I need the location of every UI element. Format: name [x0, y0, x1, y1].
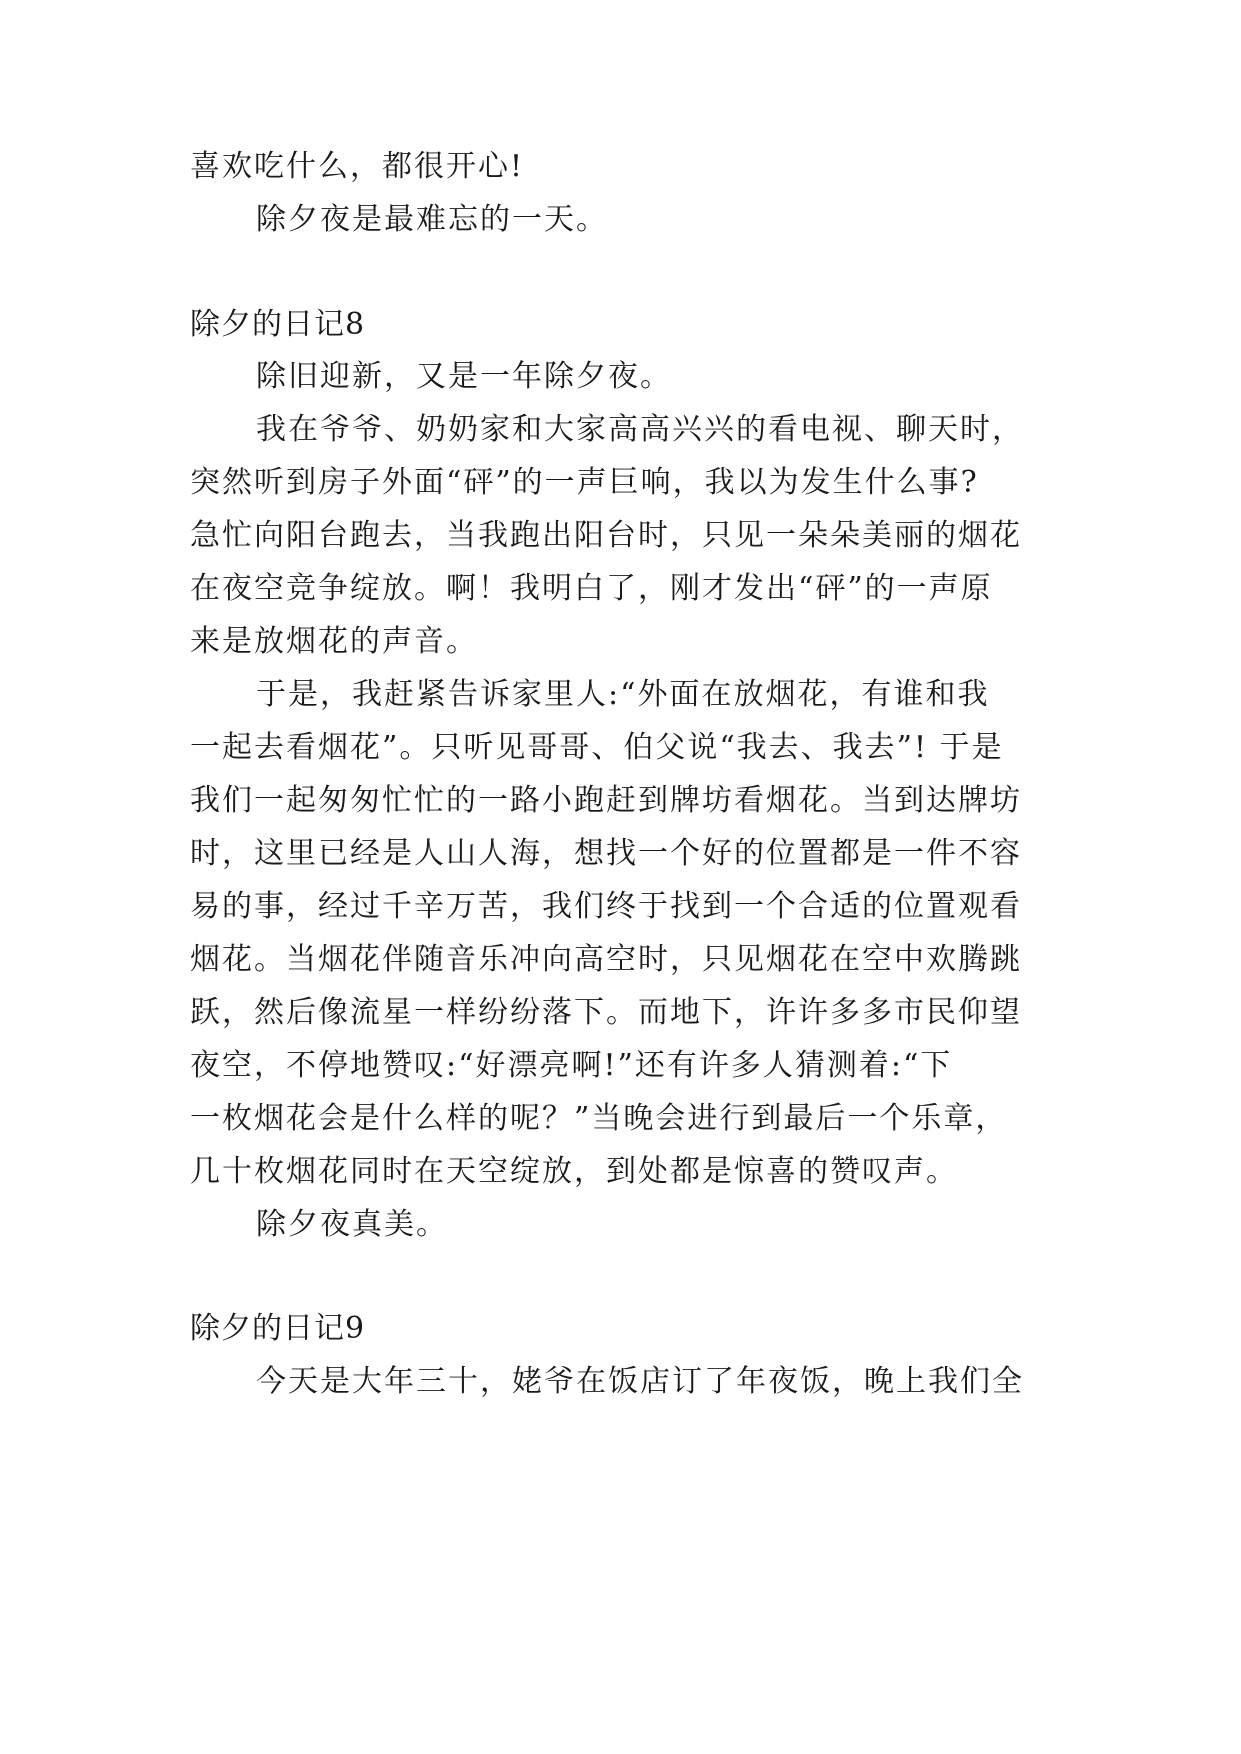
section-8-paragraph-4: 除夕夜真美。	[256, 1207, 448, 1242]
section-8-paragraph-3-line: 烟花。当烟花伴随音乐冲向高空时，只见烟花在空中欢腾跳	[190, 942, 1022, 977]
section-8-paragraph-3-line: 于是，我赶紧告诉家里人:“外面在放烟花，有谁和我	[256, 677, 990, 712]
section-8-paragraph-2-line: 来是放烟花的声音。	[190, 624, 478, 659]
section-8-paragraph-3-line: 一枚烟花会是什么样的呢？”当晚会进行到最后一个乐章，	[190, 1101, 1008, 1136]
section-8-paragraph-2-line: 在夜空竞争绽放。啊！我明白了，刚才发出“砰”的一声原	[190, 571, 993, 606]
section-8-paragraph-3-line: 几十枚烟花同时在天空绽放，到处都是惊喜的赞叹声。	[190, 1154, 958, 1189]
section-8-title: 除夕的日记8	[190, 307, 366, 342]
section-8-paragraph-1: 除旧迎新，又是一年除夕夜。	[256, 359, 672, 394]
section-8-paragraph-3-line: 一起去看烟花”。只听见哥哥、伯父说“我去、我去”! 于是	[190, 730, 1004, 765]
section-9-title: 除夕的日记9	[190, 1311, 366, 1346]
section-8-paragraph-3-line: 时，这里已经是人山人海，想找一个好的位置都是一件不容	[190, 836, 1022, 871]
section-8-paragraph-2-line: 急忙向阳台跑去，当我跑出阳台时，只见一朵朵美丽的烟花	[190, 518, 1022, 553]
section-8-paragraph-3-line: 夜空，不停地赞叹:“好漂亮啊!”还有许多人猜测着:“下	[190, 1048, 953, 1083]
section-8-paragraph-3-line: 易的事，经过千辛万苦，我们终于找到一个合适的位置观看	[190, 889, 1022, 924]
section-8-paragraph-3-line: 跃，然后像流星一样纷纷落下。而地下，许许多多市民仰望	[190, 995, 1022, 1030]
intro-line-2: 除夕夜是最难忘的一天。	[256, 202, 608, 237]
section-9-paragraph-1: 今天是大年三十，姥爷在饭店订了年夜饭，晚上我们全	[256, 1364, 1024, 1399]
section-8-paragraph-3-line: 我们一起匆匆忙忙的一路小跑赶到牌坊看烟花。当到达牌坊	[190, 783, 1022, 818]
section-8-paragraph-2-line: 我在爷爷、奶奶家和大家高高兴兴的看电视、聊天时，	[256, 412, 1024, 447]
section-8-paragraph-2-line: 突然听到房子外面“砰”的一声巨响，我以为发生什么事?	[190, 465, 979, 500]
intro-line-1: 喜欢吃什么，都很开心!	[190, 149, 525, 184]
